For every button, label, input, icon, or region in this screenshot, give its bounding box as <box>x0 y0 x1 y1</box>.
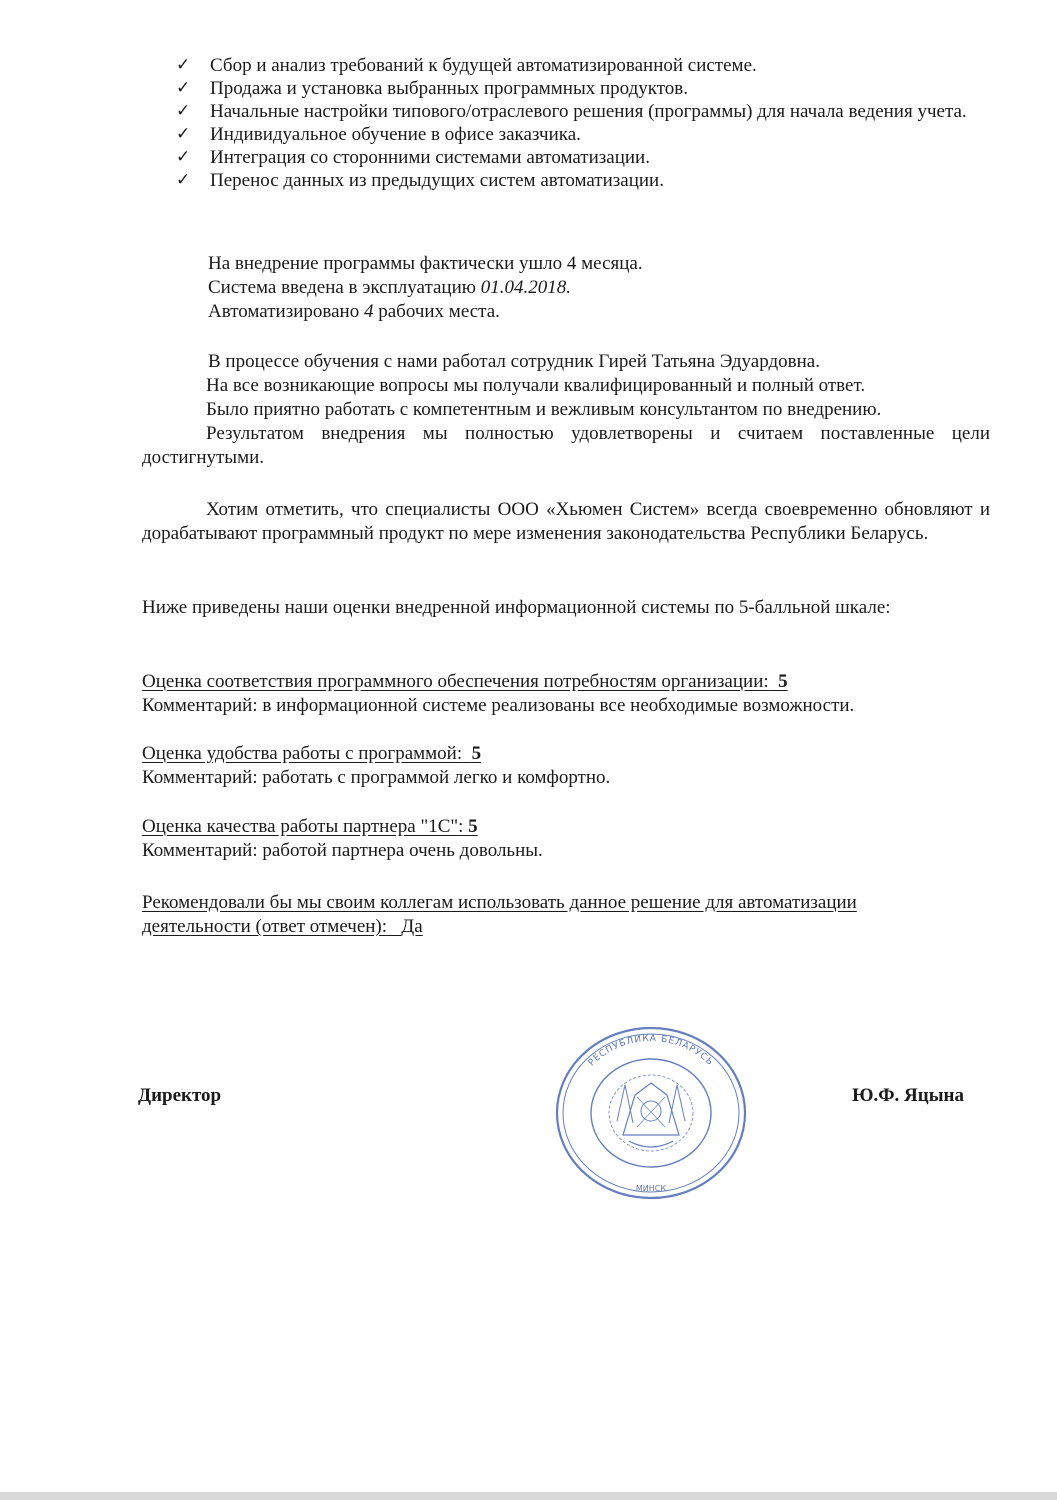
recommendation-question-cont: деятельности (ответ отмечен): Да <box>142 916 423 937</box>
implementation-facts <box>208 252 643 324</box>
launch-date: 01.04.2018. <box>480 277 571 298</box>
seal-stamp <box>553 1025 749 1201</box>
signature-title: Директор <box>138 1085 222 1106</box>
list-item: ✓ Начальные настройки типового/отраслевого решения (программы) для начала ведения учета. <box>176 101 967 122</box>
rating-comment: Комментарий: в информационной системе реализованы все необходимые возможности. <box>142 695 855 716</box>
rating-block-1 <box>142 670 854 718</box>
checkmark-icon: ✓ <box>176 78 191 98</box>
rating-comment: Комментарий: работать с программой легко и комфортно. <box>142 767 611 788</box>
feedback-paragraph: На все возникающие вопросы мы получали квалифицированный и полный ответ. Было приятно работать с компетентным и вежливым консультантом по внедрению. Результатом внедрения мы полностью удовлетворены и считаем поставленные цели достигнутыми. <box>142 375 990 468</box>
duration-line: На внедрение программы фактически ушло 4 месяца. <box>208 253 643 274</box>
ratings-intro: Ниже приведены наши оценки внедренной информационной системы по 5-балльной шкале: <box>142 597 891 618</box>
workplaces-line: Автоматизировано 4 рабочих места. <box>208 301 500 322</box>
stamp-text-outer: РЕСПУБЛИКА БЕЛАРУСЬ <box>586 1033 716 1069</box>
list-item: ✓ Интеграция со сторонними системами автоматизации. <box>176 147 650 168</box>
launch-date-line: Система введена в эксплуатацию 01.04.2018. <box>208 277 571 298</box>
checkmark-icon: ✓ <box>176 124 191 144</box>
rating-score: 5 <box>468 816 478 837</box>
rating-label: Оценка соответствия программного обеспечения потребностям организации: 5 <box>142 671 788 692</box>
list-item: ✓ Перенос данных из предыдущих систем автоматизации. <box>176 170 664 191</box>
checkmark-icon: ✓ <box>176 147 191 167</box>
feedback-lines <box>208 350 820 374</box>
stamp-text-bottom: МИНСК <box>635 1184 667 1193</box>
rating-block-3 <box>142 815 543 863</box>
services-checklist <box>176 54 994 192</box>
rating-score: 5 <box>778 671 788 692</box>
recommendation-question: Рекомендовали бы мы своим коллегам использовать данное решение для автоматизации <box>142 892 857 913</box>
rating-block-2 <box>142 742 610 790</box>
rating-label: Оценка удобства работы с программой: 5 <box>142 743 482 764</box>
rating-score: 5 <box>471 743 482 764</box>
checkmark-icon: ✓ <box>176 101 191 121</box>
list-item: ✓ Продажа и установка выбранных программных продуктов. <box>176 78 689 99</box>
checkmark-icon: ✓ <box>176 170 191 190</box>
scan-edge <box>0 1492 1057 1500</box>
recommendation-block <box>142 891 857 939</box>
checkmark-icon: ✓ <box>176 55 191 75</box>
feedback-line: В процессе обучения с нами работал сотрудник Гирей Татьяна Эдуардовна. <box>208 351 820 372</box>
signature-name: Ю.Ф. Яцына <box>852 1085 964 1106</box>
note-paragraph: Хотим отметить, что специалисты ООО «Хьюмен Систем» всегда своевременно обновляют и дорабатывают программный продукт по мере изменения законодательства Республики Беларусь. <box>142 499 990 544</box>
recommendation-answer: Да <box>401 916 423 937</box>
list-item: ✓ Сбор и анализ требований к будущей автоматизированной системе. <box>176 55 757 76</box>
workplaces-count: 4 <box>363 301 374 322</box>
list-item: ✓ Индивидуальное обучение в офисе заказчика. <box>176 124 581 145</box>
rating-label: Оценка качества работы партнера "1С": 5 <box>142 816 478 837</box>
rating-comment: Комментарий: работой партнера очень довольны. <box>142 840 543 861</box>
